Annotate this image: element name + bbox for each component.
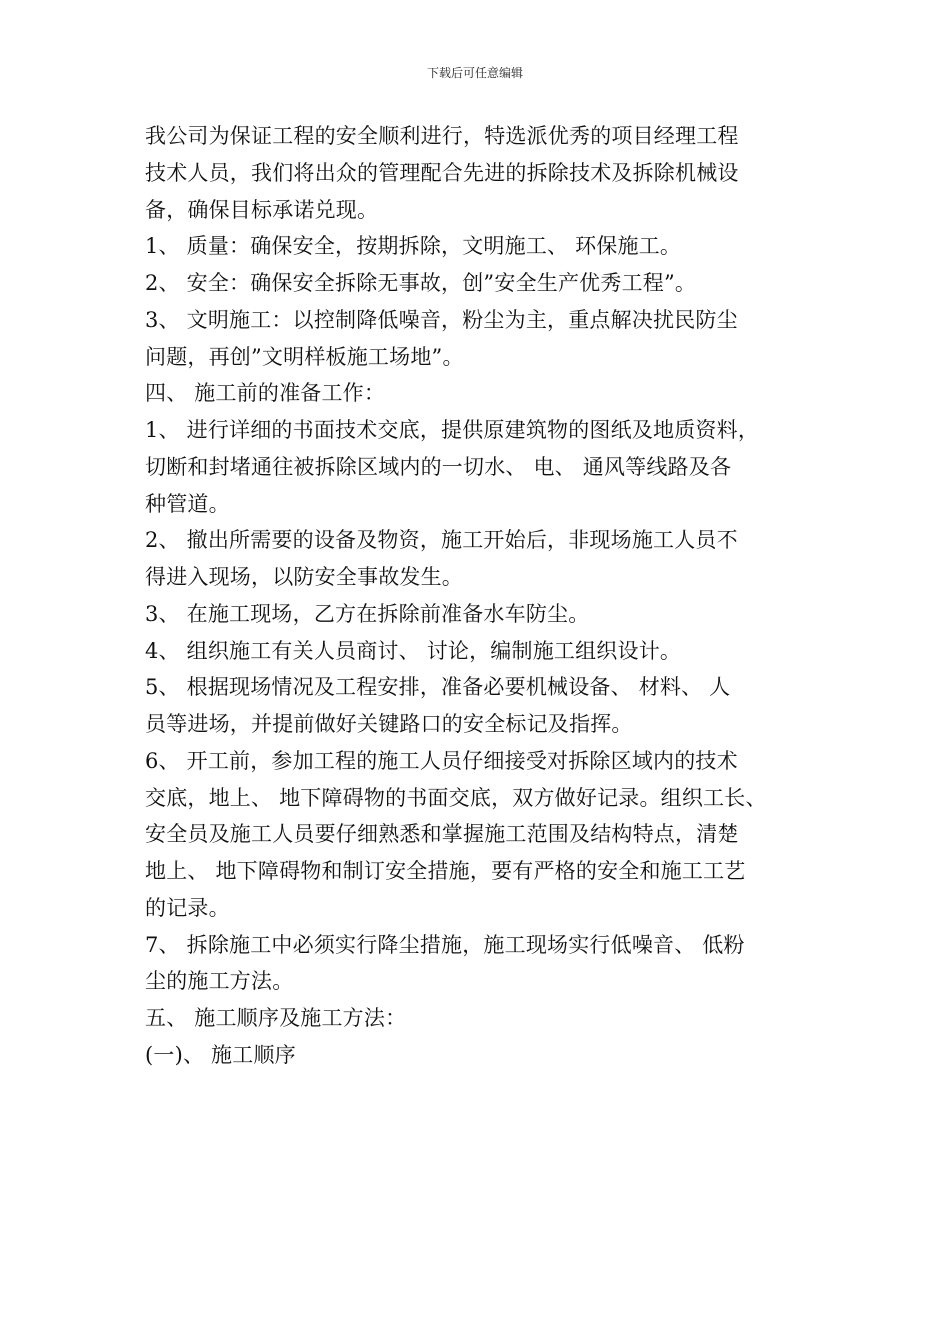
section-heading-construction-sequence: 五、 施工顺序及施工方法： xyxy=(145,1006,407,1030)
text-line: 安全员及施工人员要仔细熟悉和掌握施工范围及结构特点，清楚 xyxy=(145,822,739,847)
list-item-technical-briefing: 1、 进行详细的书面技术交底，提供原建筑物的图纸及地质资料， xyxy=(145,418,760,442)
section-heading-preparation: 四、 施工前的准备工作： xyxy=(145,381,386,406)
text-line: 问题，再创”文明样板施工场地”。 xyxy=(145,344,464,369)
text-line: 技术人员，我们将出众的管理配合先进的拆除技术及拆除机械设 xyxy=(145,160,739,185)
list-item-dust-reduction: 7、 拆除施工中必须实行降尘措施，施工现场实行低噪音、 低粉 xyxy=(145,932,745,957)
list-item-safety: 2、 安全：确保安全拆除无事故，创”安全生产优秀工程”。 xyxy=(145,271,697,295)
document-body xyxy=(145,118,825,1074)
text-line: 种管道。 xyxy=(145,491,230,516)
text-line: 尘的施工方法。 xyxy=(145,969,294,994)
list-item-civilized-construction: 3、 文明施工：以控制降低噪音，粉尘为主，重点解决扰民防尘 xyxy=(145,307,738,332)
text-line: 切断和封堵通往被拆除区域内的一切水、 电、 通风等线路及各 xyxy=(145,454,732,479)
list-item-before-start: 6、 开工前，参加工程的施工人员仔细接受对拆除区域内的技术 xyxy=(145,748,738,773)
subsection-heading-sequence: (一)、 施工顺序 xyxy=(145,1042,296,1067)
list-item-organize-personnel: 4、 组织施工有关人员商讨、 讨论，编制施工组织设计。 xyxy=(145,638,682,663)
text-line: 我公司为保证工程的安全顺利进行，特选派优秀的项目经理工程 xyxy=(145,124,739,148)
page-header: 下载后可任意编辑 xyxy=(426,66,523,80)
text-line: 地上、 地下障碍物和制订安全措施，要有严格的安全和施工工艺 xyxy=(145,859,746,883)
text-line: 交底，地上、 地下障碍物的书面交底，双方做好记录。组织工长、 xyxy=(145,785,767,810)
text-line: 得进入现场，以防安全事故发生。 xyxy=(145,565,463,589)
text-line: 的记录。 xyxy=(145,895,230,920)
list-item-remove-equipment: 2、 撤出所需要的设备及物资，施工开始后，非现场施工人员不 xyxy=(145,528,738,553)
list-item-equipment-arrangement: 5、 根据现场情况及工程安排，准备必要机械设备、 材料、 人 xyxy=(145,675,731,700)
list-item-water-truck: 3、 在施工现场，乙方在拆除前准备水车防尘。 xyxy=(145,601,590,626)
text-line: 备，确保目标承诺兑现。 xyxy=(145,197,379,222)
text-line: 员等进场，并提前做好关键路口的安全标记及指挥。 xyxy=(145,712,633,736)
list-item-quality: 1、 质量：确保安全，按期拆除，文明施工、 环保施工。 xyxy=(145,234,682,259)
